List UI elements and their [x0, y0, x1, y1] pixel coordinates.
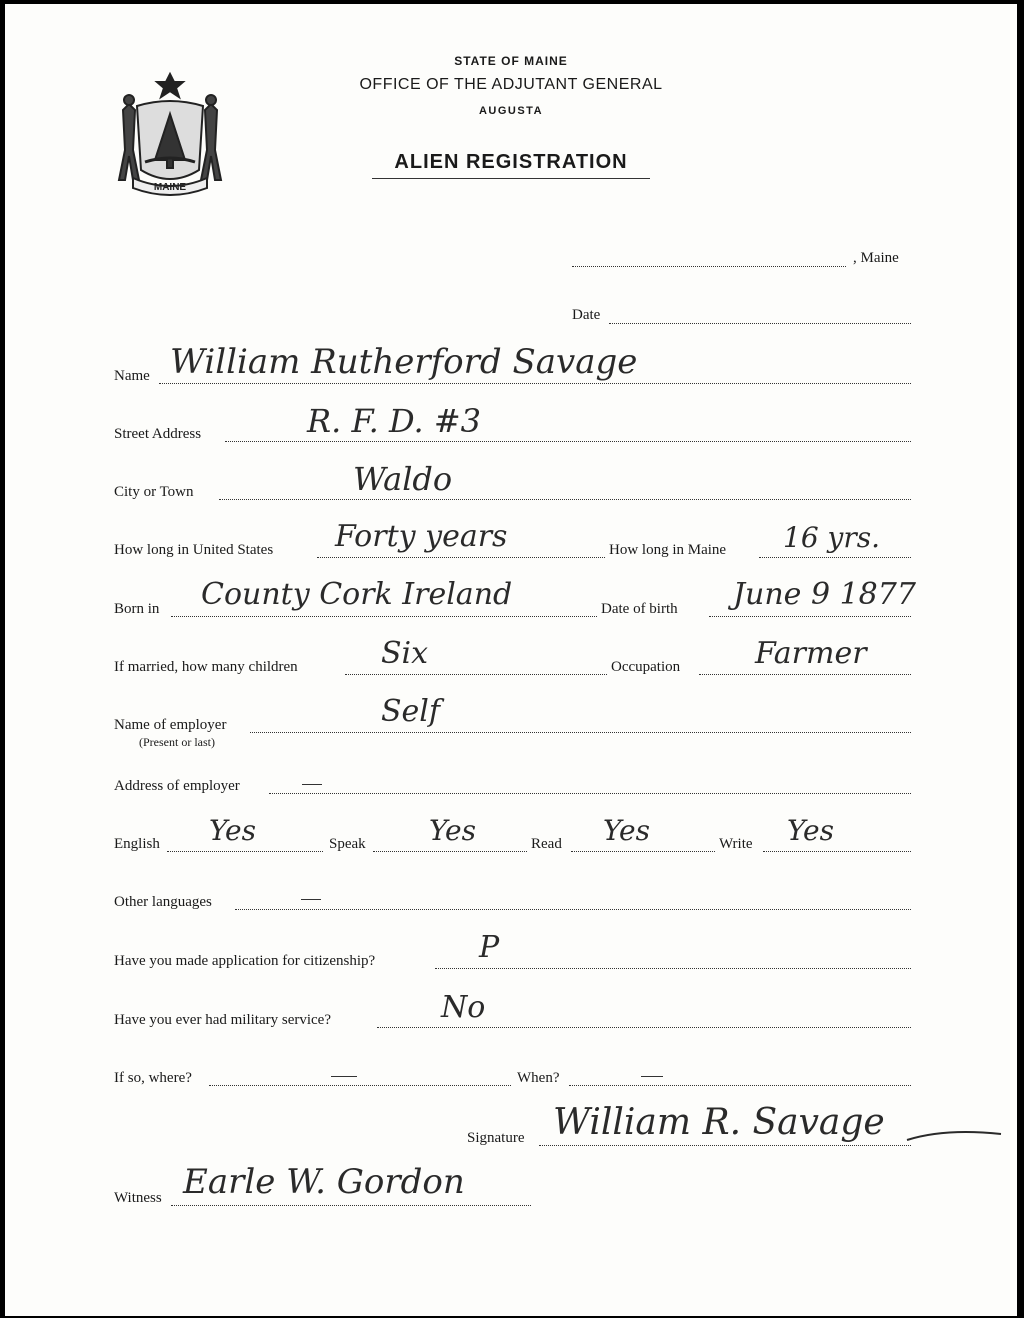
where-line	[209, 1085, 511, 1086]
city-value: Waldo	[353, 460, 453, 498]
employer-label: Name of employer	[114, 717, 227, 733]
dob-label: Date of birth	[601, 601, 678, 617]
occupation-label: Occupation	[611, 659, 681, 675]
street-value: R. F. D. #3	[307, 402, 482, 440]
citizenship-value: P	[479, 930, 500, 965]
how-long-maine-line	[759, 557, 911, 558]
employer-address-dash	[302, 784, 322, 785]
read-value: Yes	[603, 814, 650, 847]
citizenship-line	[435, 968, 911, 969]
city-label: City or Town	[114, 484, 194, 500]
english-value: Yes	[209, 814, 256, 847]
born-in-line	[171, 616, 597, 617]
street-label: Street Address	[114, 426, 202, 442]
military-label: Have you ever had military service?	[114, 1012, 331, 1028]
military-line	[377, 1027, 911, 1028]
occupation-line	[699, 674, 911, 675]
born-in-label: Born in	[114, 601, 160, 617]
signature-flourish	[905, 1122, 1005, 1152]
employer-line	[250, 732, 911, 733]
military-value: No	[441, 990, 486, 1025]
dob-line	[709, 616, 911, 617]
employer-address-line	[269, 793, 911, 794]
signature-line	[539, 1145, 911, 1146]
children-label: If married, how many children	[114, 659, 298, 675]
write-label: Write	[719, 836, 753, 852]
born-in-value: County Cork Ireland	[201, 577, 513, 612]
name-value: William Rutherford Savage	[170, 342, 638, 382]
citizenship-label: Have you made application for citizenship?	[114, 953, 376, 969]
signature-label: Signature	[467, 1130, 525, 1146]
children-line	[345, 674, 607, 675]
how-long-us-label: How long in United States	[114, 542, 274, 558]
how-long-maine-label: How long in Maine	[609, 542, 727, 558]
read-label: Read	[531, 836, 562, 852]
dob-value: June 9 1877	[733, 577, 916, 612]
occupation-value: Farmer	[755, 636, 867, 671]
when-line	[569, 1085, 911, 1086]
how-long-maine-value: 16 yrs.	[783, 521, 881, 554]
city-line	[219, 499, 911, 500]
date-line	[609, 323, 911, 324]
other-languages-label: Other languages	[114, 894, 212, 910]
how-long-us-line	[317, 557, 605, 558]
where-label: If so, where?	[114, 1070, 192, 1086]
street-line	[225, 441, 911, 442]
other-languages-dash	[301, 899, 321, 900]
where-dash	[331, 1076, 357, 1077]
other-languages-line	[235, 909, 911, 910]
write-line	[763, 851, 911, 852]
form-title: ALIEN REGISTRATION	[394, 151, 628, 173]
office-heading: OFFICE OF THE ADJUTANT GENERAL	[359, 76, 663, 93]
children-value: Six	[381, 636, 429, 671]
date-label: Date	[572, 307, 601, 323]
name-label: Name	[114, 368, 150, 384]
when-label: When?	[517, 1070, 560, 1086]
write-value: Yes	[787, 814, 834, 847]
alien-registration-form	[5, 4, 1017, 1316]
name-line	[159, 383, 911, 384]
employer-address-label: Address of employer	[114, 778, 240, 794]
seal-label: MAINE	[153, 182, 187, 193]
witness-label: Witness	[114, 1190, 162, 1206]
how-long-us-value: Forty years	[335, 519, 508, 554]
employer-sublabel: (Present or last)	[139, 735, 215, 749]
english-label: English	[114, 836, 160, 852]
english-line	[167, 851, 323, 852]
maine-suffix: , Maine	[853, 250, 899, 266]
witness-line	[171, 1205, 531, 1206]
town-line	[572, 266, 846, 267]
city-heading: AUGUSTA	[478, 105, 544, 117]
state-heading: STATE OF MAINE	[454, 54, 568, 68]
speak-line	[373, 851, 527, 852]
speak-label: Speak	[329, 836, 366, 852]
witness-value: Earle W. Gordon	[183, 1162, 465, 1202]
when-dash	[641, 1076, 663, 1077]
read-line	[571, 851, 715, 852]
employer-value: Self	[381, 694, 441, 729]
signature-value: William R. Savage	[553, 1102, 885, 1143]
title-underline	[372, 178, 650, 179]
speak-value: Yes	[429, 814, 476, 847]
